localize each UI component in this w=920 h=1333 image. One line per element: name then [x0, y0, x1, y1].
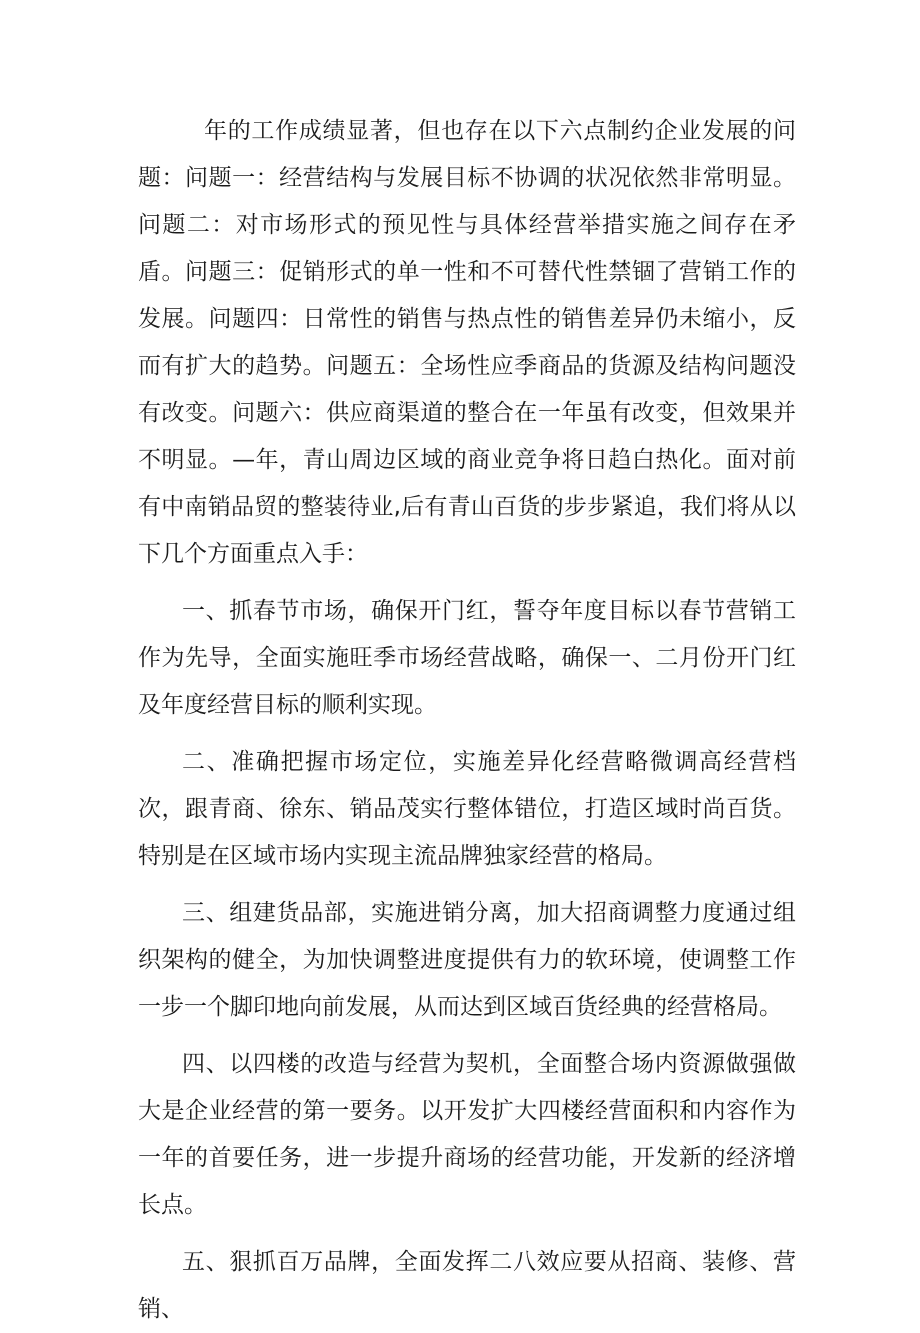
point-four-paragraph: 四、以四楼的改造与经营为契机，全面整合场内资源做强做大是企业经营的第一要务。以开发扩大四楼经营面积和内容作为一年的首要任务，进一步提升商场的经营功能，开发新的经济增长点。	[138, 1051, 796, 1218]
point-three-paragraph: 三、组建货品部，实施进销分离，加大招商调整力度通过组织架构的健全，为加快调整进度提供有力的软环境，使调整工作一步一个脚印地向前发展，从而达到区域百货经典的经营格局。	[138, 900, 796, 1020]
point-two-paragraph: 二、准确把握市场定位，实施差异化经营略微调高经营档次，跟青商、徐东、销品茂实行整体错位，打造区域时尚百货。特别是在区域市场内实现主流品牌独家经营的格局。	[138, 749, 796, 869]
intro-paragraph: 年的工作成绩显著，但也存在以下六点制约企业发展的问题：问题一：经营结构与发展目标不协调的状况依然非常明显。问题二：对市场形式的预见性与具体经营举措实施之间存在矛盾。问题三：促销形式的单一性和不可替代性禁锢了营销工作的发展。问题四：日常性的销售与热点性的销售差异仍未缩小，反而有扩大的趋势。问题五：全场性应季商品的货源及结构问题没有改变。问题六：供应商渠道的整合在一年虽有改变，但效果并不明显。—年，青山周边区域的商业竞争将日趋白热化。面对前有中南销品贸的整装待业,后有青山百货的步步紧追，我们将从以下几个方面重点入手：	[138, 118, 796, 567]
point-one-paragraph: 一、抓春节市场，确保开门红，誓夺年度目标以春节营销工作为先导，全面实施旺季市场经营战略，确保一、二月份开门红及年度经营目标的顺利实现。	[138, 598, 796, 718]
document-body	[138, 108, 796, 1333]
point-five-paragraph: 五、狠抓百万品牌，全面发挥二八效应要从招商、装修、营销、	[138, 1249, 796, 1322]
